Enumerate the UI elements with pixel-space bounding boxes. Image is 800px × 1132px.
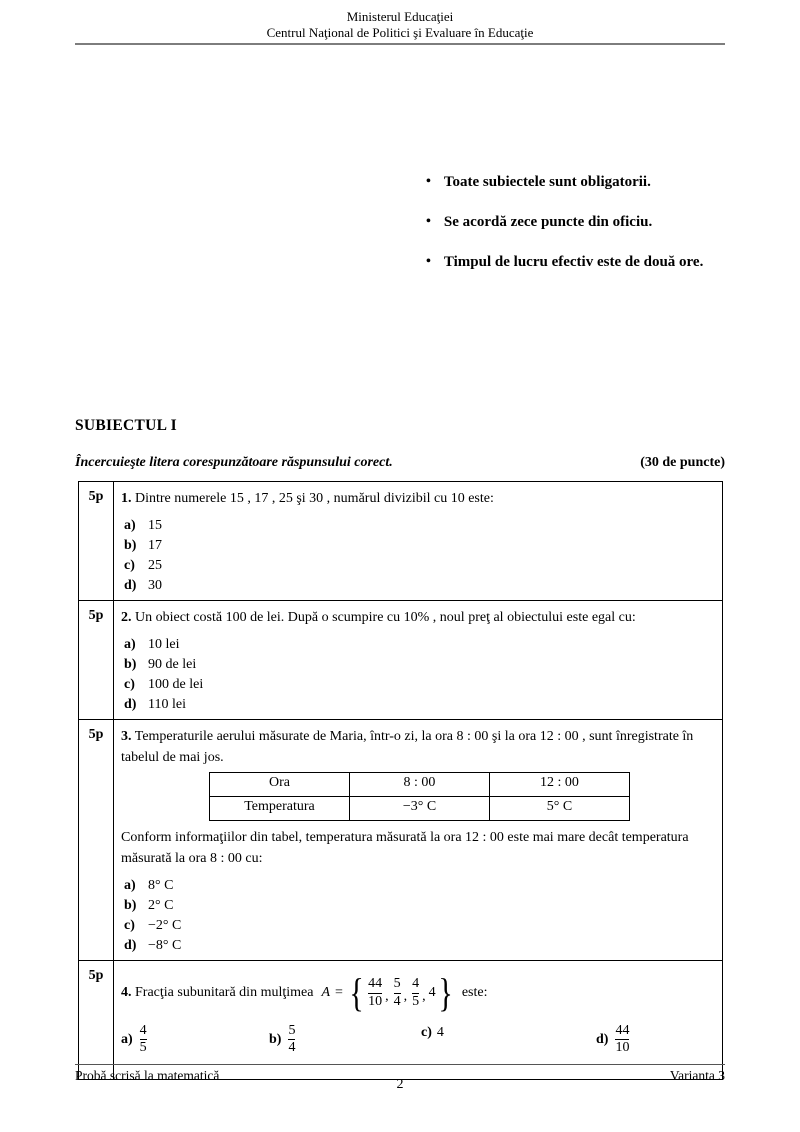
question-cell	[114, 482, 723, 601]
option-letter: b)	[124, 538, 137, 553]
option-value: 110 lei	[148, 697, 186, 712]
option-value: 17	[148, 538, 162, 553]
option-letter: a)	[121, 1031, 133, 1047]
comma: ,	[403, 989, 408, 1004]
set-integer: 4	[428, 985, 436, 1000]
notice-item	[426, 174, 703, 190]
instruction-row	[75, 455, 725, 471]
comma: ,	[422, 989, 426, 1004]
question-number: 4.	[121, 985, 132, 1000]
option-letter: d)	[124, 938, 137, 953]
option-value: 8° C	[148, 878, 174, 893]
option-c	[421, 1023, 444, 1043]
option-value: 25	[148, 558, 162, 573]
option-b	[124, 536, 714, 556]
temp-cell: Temperatura	[210, 797, 350, 821]
equals-sign: =	[335, 985, 343, 1000]
question-text: 2. Un obiect costă 100 de lei. După o scumpire cu 10% , noul preţ al obiectului este egal cu:	[121, 610, 636, 625]
option-fraction: $\frac{5}{4}$	[288, 1023, 296, 1056]
option-letter: c)	[124, 677, 135, 692]
option-letter: c)	[124, 918, 135, 933]
option-letter: b)	[124, 898, 137, 913]
footer-right: Varianta 3	[669, 1068, 725, 1083]
exam-notices	[426, 174, 703, 294]
option-value: 2° C	[148, 898, 174, 913]
bullet-icon: •	[426, 254, 431, 269]
option-a	[124, 635, 714, 655]
option-a	[124, 516, 714, 536]
option-fraction: $\frac{4}{5}$	[139, 1023, 147, 1056]
option-d	[124, 936, 714, 956]
fraction: $\frac{5}{4}$	[393, 976, 401, 1009]
points-cell: 5p	[79, 961, 114, 1080]
option-letter: b)	[124, 657, 137, 672]
question-text-after: este:	[461, 985, 488, 1000]
option-a	[124, 876, 714, 896]
question-cell	[114, 601, 723, 720]
option-letter: d)	[124, 578, 137, 593]
notice-text: Timpul de lucru efectiv este de două ore.	[443, 254, 704, 270]
option-value: −8° C	[148, 938, 182, 953]
page-number: 2	[396, 1077, 404, 1092]
option-b	[124, 896, 714, 916]
section-title: SUBIECTUL I	[75, 417, 177, 434]
temp-cell: −3° C	[350, 797, 490, 821]
points-cell: 5p	[79, 601, 114, 720]
option-d	[124, 695, 714, 715]
option-c	[124, 675, 714, 695]
temperature-table	[209, 772, 630, 821]
option-b	[269, 1023, 297, 1056]
footer-rule	[75, 1064, 725, 1065]
notice-item	[426, 254, 703, 270]
option-letter: d)	[596, 1031, 609, 1047]
notice-text: Toate subiectele sunt obligatorii.	[443, 174, 651, 190]
temp-header-row	[210, 773, 630, 797]
temp-data-row	[210, 797, 630, 821]
option-letter: c)	[421, 1025, 432, 1040]
open-brace: {	[349, 970, 364, 1015]
option-c	[124, 916, 714, 936]
ministry-name: Ministerul Educaţiei	[346, 9, 454, 24]
notice-text: Se acordă zece puncte din oficiu.	[443, 214, 653, 230]
option-value: 10 lei	[148, 637, 180, 652]
option-value: −2° C	[148, 918, 182, 933]
option-value: 4	[436, 1025, 444, 1040]
question-number: 1.	[121, 491, 132, 506]
option-letter: d)	[124, 697, 137, 712]
option-letter: a)	[124, 518, 136, 533]
option-value: 15	[148, 518, 162, 533]
option-value: 30	[148, 578, 162, 593]
option-d	[124, 576, 714, 596]
questions-table	[78, 481, 723, 1080]
center-name: Centrul Naţional de Politici şi Evaluare în Educaţie	[266, 25, 534, 40]
question-cell	[114, 961, 723, 1080]
option-letter: a)	[124, 878, 136, 893]
temp-cell: 12 : 00	[490, 773, 630, 797]
option-d	[596, 1023, 631, 1056]
options-list	[124, 635, 714, 715]
temp-cell: 8 : 00	[350, 773, 490, 797]
options-list	[124, 876, 714, 956]
option-value: 90 de lei	[148, 657, 197, 672]
comma: ,	[385, 989, 389, 1004]
question-text: 4. Fracţia subunitară din mulţimea A = { $\frac{44}{10}$ , $\frac{5}{4}$ , $\frac{4}{5}$ , 4 } este:	[121, 970, 488, 1015]
question-row-1	[79, 482, 723, 601]
points-total: (30 de puncte)	[640, 455, 725, 470]
header-rule	[75, 43, 725, 45]
question-text-2: Conform informaţiilor din tabel, temperatura măsurată la ora 12 : 00 este mai mare decât temperatura măsurată la ora 8 : 00 cu:	[121, 830, 689, 866]
close-brace: }	[438, 970, 453, 1015]
instruction-text: Încercuieşte litera corespunzătoare răspunsului corect.	[75, 455, 393, 470]
option-a	[121, 1023, 149, 1056]
bullet-icon: •	[426, 174, 431, 189]
temp-cell: Ora	[210, 773, 350, 797]
options-list	[124, 516, 714, 596]
footer-left: Probă scrisă la matematică	[75, 1068, 220, 1083]
set-name: A	[321, 985, 331, 1000]
fraction: $\frac{4}{5}$	[412, 976, 420, 1009]
set-expression	[321, 970, 454, 1015]
option-b	[124, 655, 714, 675]
option-value: 100 de lei	[148, 677, 204, 692]
notice-item	[426, 214, 703, 230]
question-cell	[114, 720, 723, 961]
question-row-3	[79, 720, 723, 961]
option-fraction: $\frac{44}{10}$	[615, 1023, 630, 1056]
option-letter: b)	[269, 1031, 282, 1047]
question-row-4	[79, 961, 723, 1080]
question-number: 3.	[121, 729, 132, 744]
question-text: 1. Dintre numerele 15 , 17 , 25 şi 30 , numărul divizibil cu 10 este:	[121, 491, 494, 506]
option-letter: c)	[124, 558, 135, 573]
document-header	[75, 9, 725, 41]
question-row-2	[79, 601, 723, 720]
points-cell: 5p	[79, 482, 114, 601]
temp-cell: 5° C	[490, 797, 630, 821]
bullet-icon: •	[426, 214, 431, 229]
fraction: $\frac{44}{10}$	[368, 976, 383, 1009]
question-text: 3. Temperaturile aerului măsurate de Maria, într-o zi, la ora 8 : 00 şi la ora 12 : 00 , sunt înregistrate în tabelul de mai jos.	[121, 729, 694, 765]
question-number: 2.	[121, 610, 132, 625]
points-cell: 5p	[79, 720, 114, 961]
option-c	[124, 556, 714, 576]
option-letter: a)	[124, 637, 136, 652]
